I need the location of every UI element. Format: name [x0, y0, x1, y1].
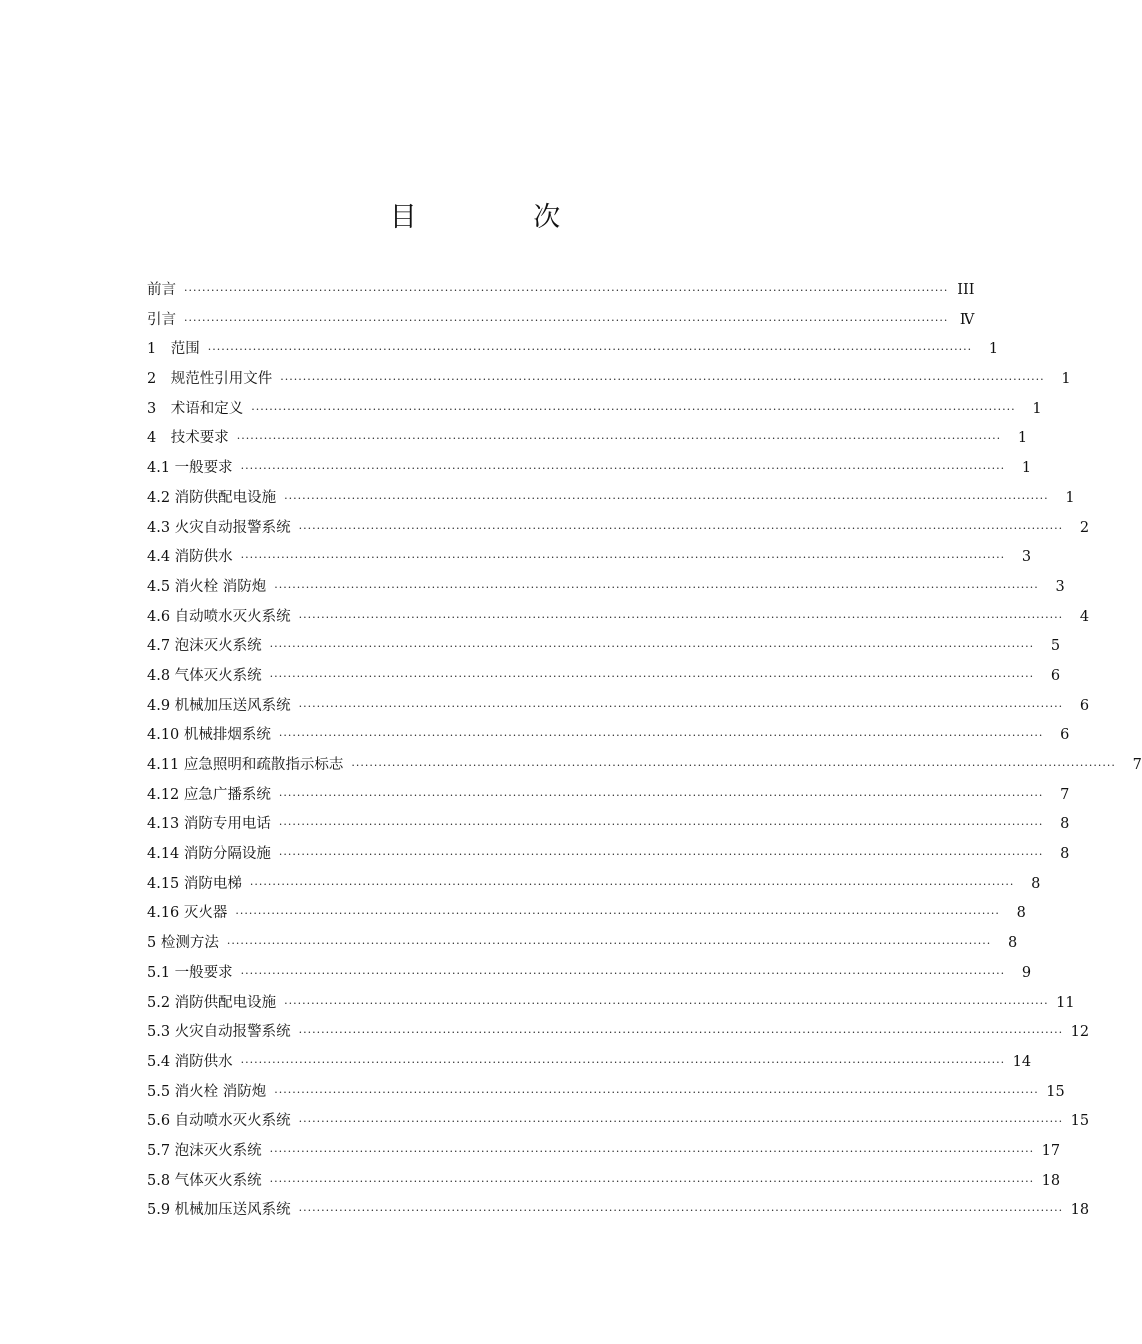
dot-leader: ·········································································································································································· [284, 491, 1049, 505]
toc-entry[interactable] [147, 573, 1065, 603]
toc-entry[interactable] [147, 306, 975, 336]
toc-entry-label: 5.6 自动喷水灭火系统 [147, 1113, 291, 1130]
toc-entry-label: 5.2 消防供配电设施 [147, 994, 277, 1011]
toc-entry[interactable] [147, 1048, 1032, 1078]
toc-entry-page-number: 1 [988, 341, 999, 358]
toc-entry-label: 4.15 消防电梯 [147, 875, 242, 892]
toc-entry[interactable] [147, 989, 1075, 1019]
toc-entry-page-number: 1 [1065, 489, 1075, 506]
toc-entry-page-number: 14 [1012, 1053, 1032, 1070]
toc-entry-page-number: 6 [1060, 727, 1070, 744]
toc-entry-page-number: 3 [1021, 549, 1032, 566]
dot-leader: ·········································································································································································· [269, 640, 1035, 654]
toc-entry-page-number: 8 [1031, 875, 1041, 892]
toc-entry-label: 前言 [147, 282, 176, 298]
toc-entry-label: 4.4 消防供水 [147, 549, 233, 566]
dot-leader: ·········································································································································································· [184, 313, 949, 327]
toc-entry-page-number: 6 [1079, 697, 1090, 714]
toc-entry[interactable] [147, 1137, 1061, 1167]
toc-entry[interactable] [147, 335, 999, 365]
dot-leader: ·········································································································································································· [184, 284, 949, 297]
toc-entry-page-number: 1 [1017, 430, 1028, 447]
dot-leader: ·········································································································································································· [207, 343, 973, 357]
toc-entry-label: 4 技术要求 [147, 430, 229, 447]
toc-entry-label: 4.5 消火栓 消防炮 [147, 578, 267, 595]
toc-entry-label: 4.6 自动喷水灭火系统 [147, 608, 291, 625]
dot-leader: ·········································································································································································· [284, 996, 1049, 1010]
dot-leader: ·········································································································································································· [274, 580, 1039, 594]
toc-entry[interactable] [147, 692, 1090, 722]
dot-leader: ·········································································································································································· [269, 1144, 1035, 1158]
dot-leader: ·········································································································································································· [236, 432, 1002, 446]
dot-leader: ·········································································································································································· [298, 699, 1064, 713]
toc-entry-page-number: 2 [1079, 519, 1090, 536]
toc-entry[interactable] [147, 662, 1061, 692]
toc-entry-page-number: 18 [1070, 1202, 1090, 1219]
toc-entry-page-number: Ⅳ [959, 311, 975, 328]
toc-entry[interactable] [147, 840, 1070, 870]
toc-entry[interactable] [147, 1167, 1061, 1197]
toc-entry-label: 4.14 消防分隔设施 [147, 846, 271, 863]
dot-leader: ·········································································································································································· [278, 848, 1044, 862]
toc-entry-page-number: 3 [1055, 578, 1065, 595]
dot-leader: ·········································································································································································· [278, 818, 1044, 832]
toc-entry[interactable] [147, 899, 1026, 929]
toc-entry-label: 5.5 消火栓 消防炮 [147, 1083, 267, 1100]
toc-entry-page-number: 4 [1079, 608, 1090, 625]
toc-entry-label: 5.1 一般要求 [147, 964, 233, 981]
toc-entry-page-number: 9 [1021, 964, 1032, 981]
dot-leader: ·········································································································································································· [351, 759, 1116, 772]
dot-leader: ·········································································································································································· [226, 937, 992, 951]
toc-entry[interactable] [147, 751, 1142, 781]
toc-entry[interactable] [147, 603, 1090, 633]
toc-entry-label: 2 规范性引用文件 [147, 371, 273, 388]
toc-entry-label: 4.11 应急照明和疏散指示标志 [147, 757, 344, 773]
toc-entry-label: 4.10 机械排烟系统 [147, 727, 271, 744]
toc-entry-page-number: 11 [1056, 994, 1075, 1011]
toc-entry-label: 3 术语和定义 [147, 400, 244, 417]
toc-entry-page-number: 15 [1070, 1113, 1090, 1130]
toc-entry[interactable] [147, 929, 1018, 959]
page-title: 目 次 [389, 202, 615, 234]
toc-entry-label: 1 范围 [147, 341, 200, 358]
toc-entry-label: 4.9 机械加压送风系统 [147, 697, 291, 714]
toc-entry-page-number: 17 [1041, 1142, 1061, 1159]
toc-entry-label: 引言 [147, 311, 176, 328]
toc-entry-page-number: 6 [1050, 667, 1061, 684]
toc-entry-page-number: 5 [1050, 638, 1061, 655]
toc-entry-label: 4.16 灭火器 [147, 905, 228, 922]
table-of-contents [147, 276, 1142, 1226]
dot-leader: ·········································································································································································· [280, 373, 1045, 387]
toc-entry[interactable] [147, 484, 1075, 514]
toc-entry-page-number: 18 [1041, 1172, 1061, 1189]
dot-leader: ·········································································································································································· [240, 966, 1006, 980]
toc-entry-label: 4.1 一般要求 [147, 460, 233, 477]
toc-entry[interactable] [147, 781, 1070, 811]
toc-entry[interactable] [147, 810, 1070, 840]
toc-entry-page-number: 8 [1060, 846, 1070, 863]
dot-leader: ·········································································································································································· [269, 669, 1035, 683]
dot-leader: ·········································································································································································· [298, 1115, 1064, 1129]
toc-entry-page-number: 1 [1021, 460, 1032, 477]
toc-entry[interactable] [147, 632, 1061, 662]
dot-leader: ·········································································································································································· [298, 1204, 1064, 1218]
toc-entry-page-number: 8 [1060, 816, 1070, 833]
dot-leader: ·········································································································································································· [298, 610, 1064, 624]
toc-entry-page-number: 15 [1046, 1083, 1065, 1100]
dot-leader: ·········································································································································································· [240, 462, 1006, 476]
toc-entry[interactable] [147, 395, 1042, 425]
dot-leader: ·········································································································································································· [269, 1174, 1035, 1188]
dot-leader: ·········································································································································································· [278, 729, 1044, 743]
toc-entry-label: 5.4 消防供水 [147, 1053, 233, 1070]
toc-entry-label: 4.13 消防专用电话 [147, 816, 271, 833]
toc-entry[interactable] [147, 543, 1032, 573]
toc-entry-page-number: 8 [1008, 935, 1018, 952]
dot-leader: ·········································································································································································· [240, 551, 1006, 565]
toc-entry-label: 5.7 泡沫灭火系统 [147, 1142, 262, 1159]
toc-entry[interactable] [147, 1018, 1090, 1048]
toc-entry[interactable] [147, 1107, 1090, 1137]
dot-leader: ·········································································································································································· [278, 788, 1044, 802]
toc-entry-label: 4.8 气体灭火系统 [147, 667, 262, 684]
toc-entry[interactable] [147, 721, 1070, 751]
toc-entry[interactable] [147, 870, 1041, 900]
toc-entry-label: 5 检测方法 [147, 935, 219, 952]
dot-leader: ·········································································································································································· [235, 907, 1000, 921]
toc-entry[interactable] [147, 276, 975, 306]
toc-entry-label: 5.8 气体灭火系统 [147, 1172, 262, 1189]
toc-entry-page-number: 1 [1061, 371, 1071, 388]
toc-entry[interactable] [147, 514, 1090, 544]
toc-entry-label: 5.3 火灾自动报警系统 [147, 1024, 291, 1041]
dot-leader: ·········································································································································································· [298, 521, 1064, 535]
toc-entry-label: 5.9 机械加压送风系统 [147, 1202, 291, 1219]
toc-entry-page-number: 12 [1070, 1024, 1090, 1041]
toc-entry-label: 4.12 应急广播系统 [147, 786, 271, 803]
toc-entry[interactable] [147, 424, 1028, 454]
toc-entry-label: 4.7 泡沫灭火系统 [147, 638, 262, 655]
dot-leader: ·········································································································································································· [298, 1026, 1064, 1040]
dot-leader: ·········································································································································································· [274, 1085, 1039, 1099]
toc-entry-page-number: 7 [1132, 757, 1142, 773]
toc-entry[interactable] [147, 959, 1032, 989]
toc-entry[interactable] [147, 365, 1071, 395]
toc-entry-page-number: III [957, 282, 975, 298]
toc-entry-page-number: 7 [1060, 786, 1070, 803]
dot-leader: ·········································································································································································· [240, 1055, 1006, 1069]
dot-leader: ·········································································································································································· [251, 402, 1016, 416]
toc-entry-label: 4.3 火灾自动报警系统 [147, 519, 291, 536]
toc-entry[interactable] [147, 1196, 1090, 1226]
dot-leader: ·········································································································································································· [249, 877, 1015, 891]
toc-entry-page-number: 8 [1016, 905, 1026, 922]
toc-entry-label: 4.2 消防供配电设施 [147, 489, 277, 506]
toc-entry-page-number: 1 [1032, 400, 1042, 417]
toc-entry[interactable] [147, 454, 1032, 484]
toc-entry[interactable] [147, 1078, 1065, 1108]
